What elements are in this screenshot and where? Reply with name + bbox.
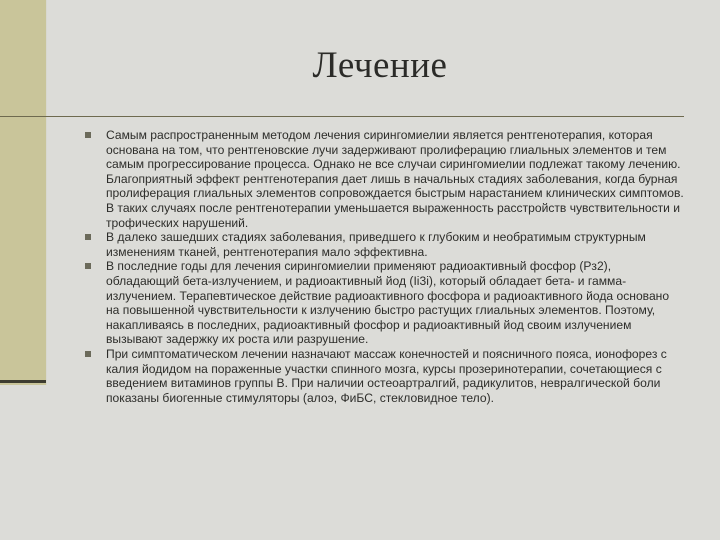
decorative-side-bar [0, 0, 46, 385]
square-bullet-icon [85, 263, 91, 269]
bullet-text: В далеко зашедших стадиях заболевания, приведшего к глубоким и необратимым структурным изменениям тканей, рентгенотерапия мало эффективна. [106, 230, 646, 259]
bullet-text: Самым распространенным методом лечения сирингомиелии является рентгенотерапия, которая основана на том, что рентгеновские лучи задерживают пролиферацию глиальных элементов и тем самым прогрессирование процесса. Однако не все случаи сирингомиелии подлежат такому лечению. Благоприятный эффект рентгенотерапия дает лишь в начальных стадиях заболевания, когда бурная пролиферация глиальных элементов сопровождается быстрым нарастанием клинических симптомов. В таких случаях после рентгенотерапии уменьшается выраженность расстройств чувствительности и трофических нарушений. [106, 128, 684, 230]
title-divider [0, 116, 684, 117]
bullet-text: При симптоматическом лечении назначают массаж конечностей и поясничного пояса, ионофорез с калия йодидом на пораженные участки спинного мозга, курсы прозеринотерапии, сочетающиеся с введением витаминов группы В. При наличии остеоартралгий, радикулитов, невралгической боли показаны биогенные стимуляторы (алоэ, ФиБС, стекловидное тело). [106, 346, 667, 405]
square-bullet-icon [85, 234, 91, 240]
bullet-list [85, 128, 685, 405]
bullet-text: В последние годы для лечения сирингомиелии применяют радиоактивный фосфор (Рз2), обладающий бета-излучением, и радиоактивный йод (Ii3i), который обладает бета- и гамма-излучением. Терапевтическое действие радиоактивного фосфора и радиоактивного йода основано на повышенной чувствительности к излучению быстро растущих глиальных элементов. Поэтому, накапливаясь в последних, радиоактивный фосфор и радиоактивный йод своим излучением вызывают задержку их роста или разрушение. [106, 259, 670, 347]
square-bullet-icon [85, 351, 91, 357]
slide-title: Лечение [312, 45, 448, 86]
bullet-item [85, 259, 685, 347]
bullet-item [85, 128, 685, 230]
square-bullet-icon [85, 132, 91, 138]
bullet-item [85, 230, 685, 259]
vertical-divider [46, 0, 47, 385]
corner-accent [0, 380, 46, 383]
bullet-item [85, 347, 685, 405]
